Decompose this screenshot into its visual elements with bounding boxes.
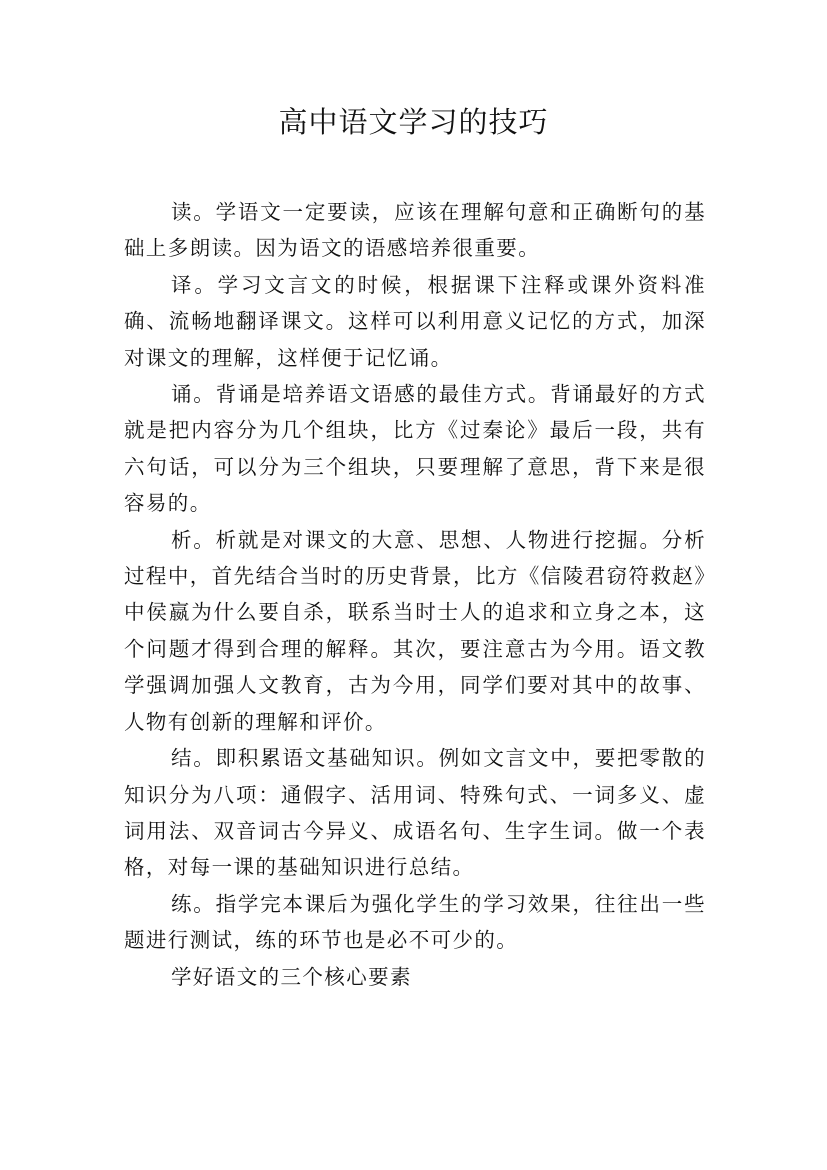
document-body (124, 194, 706, 995)
section-heading-core-elements: 学好语文的三个核心要素 (171, 964, 412, 989)
paragraph-practice: 练。指学完本课后为强化学生的学习效果，往往出一些题进行测试，练的环节也是必不可少的。 (124, 891, 706, 953)
document-title: 高中语文学习的技巧 (278, 105, 549, 139)
paragraph-summarize: 结。即积累语文基础知识。例如文言文中，要把零散的知识分为八项：通假字、活用词、特殊句式、一词多义、虚词用法、双音词古今异义、成语名句、生字生词。做一个表格，对每一课的基础知识进行总结。 (124, 746, 706, 880)
paragraph-analyze: 析。析就是对课文的大意、思想、人物进行挖掘。分析过程中，首先结合当时的历史背景，比方《信陵君窃符救赵》中侯嬴为什么要自杀，联系当时士人的追求和立身之本，这个问题才得到合理的解释。其次，要注意古为今用。语文教学强调加强人文教育，古为今用，同学们要对其中的故事、人物有创新的理解和评价。 (124, 527, 706, 734)
paragraph-read: 读。学语文一定要读，应该在理解句意和正确断句的基础上多朗读。因为语文的语感培养很重要。 (124, 200, 706, 261)
paragraph-translate: 译。学习文言文的时候，根据课下注释或课外资料准确、流畅地翻译课文。这样可以利用意义记忆的方式，加深对课文的理解，这样便于记忆诵。 (124, 272, 706, 370)
paragraph-recite: 诵。背诵是培养语文语感的最佳方式。背诵最好的方式就是把内容分为几个组块，比方《过秦论》最后一段，共有六句话，可以分为三个组块，只要理解了意思，背下来是很容易的。 (124, 382, 706, 516)
